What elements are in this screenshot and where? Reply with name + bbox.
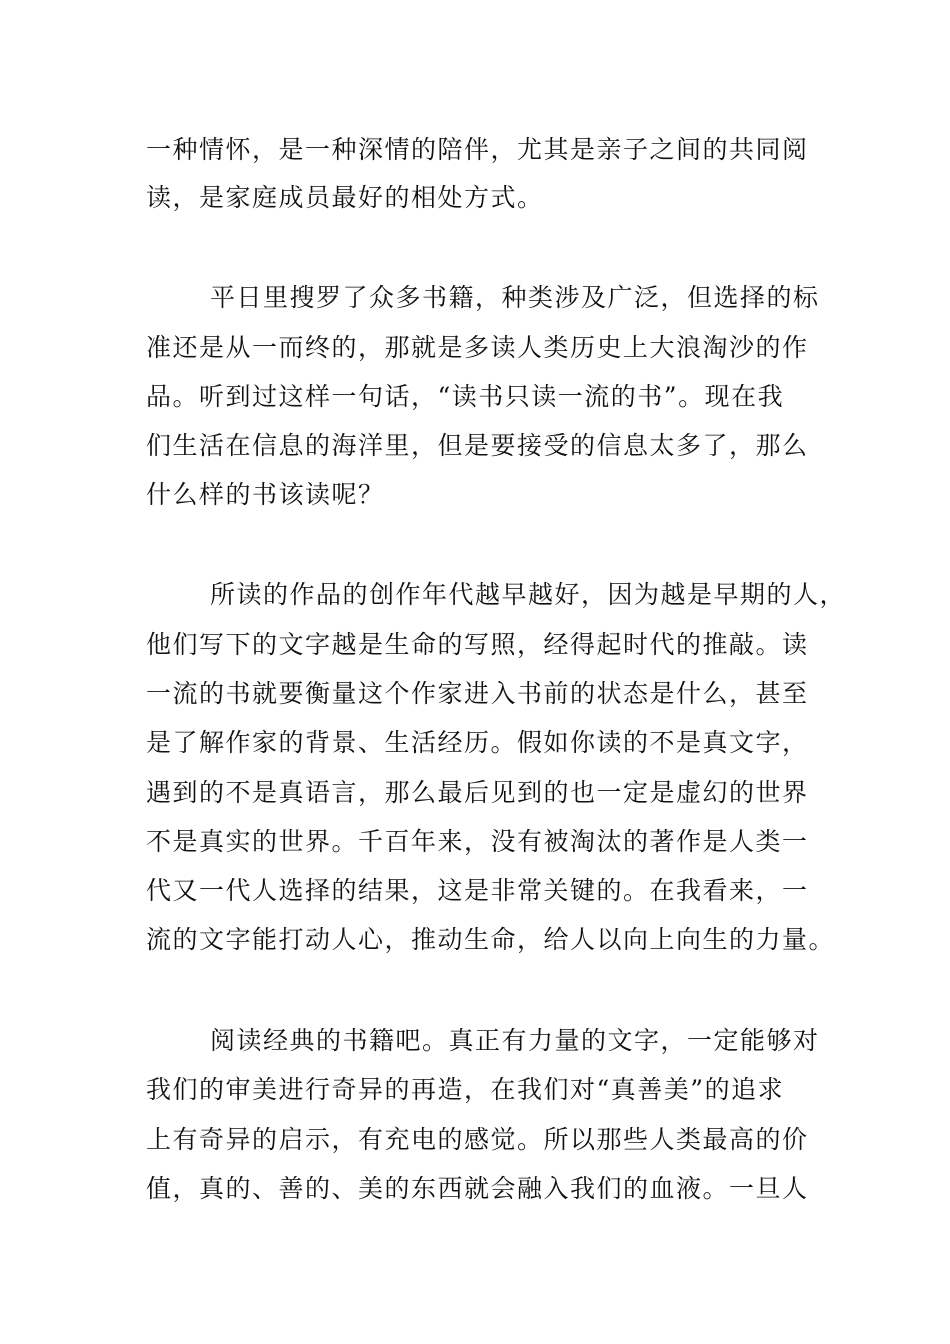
paragraph-3-line-4: 是了解作家的背景、生活经历。假如你读的不是真文字， [146,728,809,757]
paragraph-3-line-2: 他们写下的文字越是生命的写照，经得起时代的推敲。读 [146,630,809,659]
paragraph-2-line-1: 平日里搜罗了众多书籍，种类涉及广泛，但选择的标 [210,283,820,312]
paragraph-2-line-5: 什么样的书该读呢？ [146,480,385,509]
paragraph-3-line-5: 遇到的不是真语言，那么最后见到的也一定是虚幻的世界 [146,778,809,807]
paragraph-1-line-1: 一种情怀，是一种深情的陪伴，尤其是亲子之间的共同阅 [146,135,809,164]
paragraph-3-line-8: 流的文字能打动人心，推动生命，给人以向上向生的力量。 [146,925,836,954]
paragraph-3-line-3: 一流的书就要衡量这个作家进入书前的状态是什么，甚至 [146,679,809,708]
paragraph-3-line-7: 代又一代人选择的结果，这是非常关键的。在我看来，一 [146,876,809,905]
paragraph-2-line-2: 准还是从一而终的，那就是多读人类历史上大浪淘沙的作 [146,333,809,362]
paragraph-4-line-4: 值，真的、善的、美的东西就会融入我们的血液。一旦人 [146,1174,809,1203]
paragraph-2-line-3: 品。听到过这样一句话，“读书只读一流的书”。现在我 [146,382,785,411]
paragraph-4-line-3: 上有奇异的启示，有充电的感觉。所以那些人类最高的价 [146,1125,809,1154]
paragraph-2-line-4: 们生活在信息的海洋里，但是要接受的信息太多了，那么 [146,431,809,460]
paragraph-3-line-6: 不是真实的世界。千百年来，没有被淘汰的著作是人类一 [146,827,809,856]
paragraph-4-line-2: 我们的审美进行奇异的再造，在我们对“真善美”的追求 [146,1075,785,1104]
paragraph-4-line-1: 阅读经典的书籍吧。真正有力量的文字，一定能够对 [210,1026,820,1055]
paragraph-1-line-2: 读，是家庭成员最好的相处方式。 [146,183,544,212]
paragraph-3-line-1: 所读的作品的创作年代越早越好，因为越是早期的人， [210,580,847,609]
